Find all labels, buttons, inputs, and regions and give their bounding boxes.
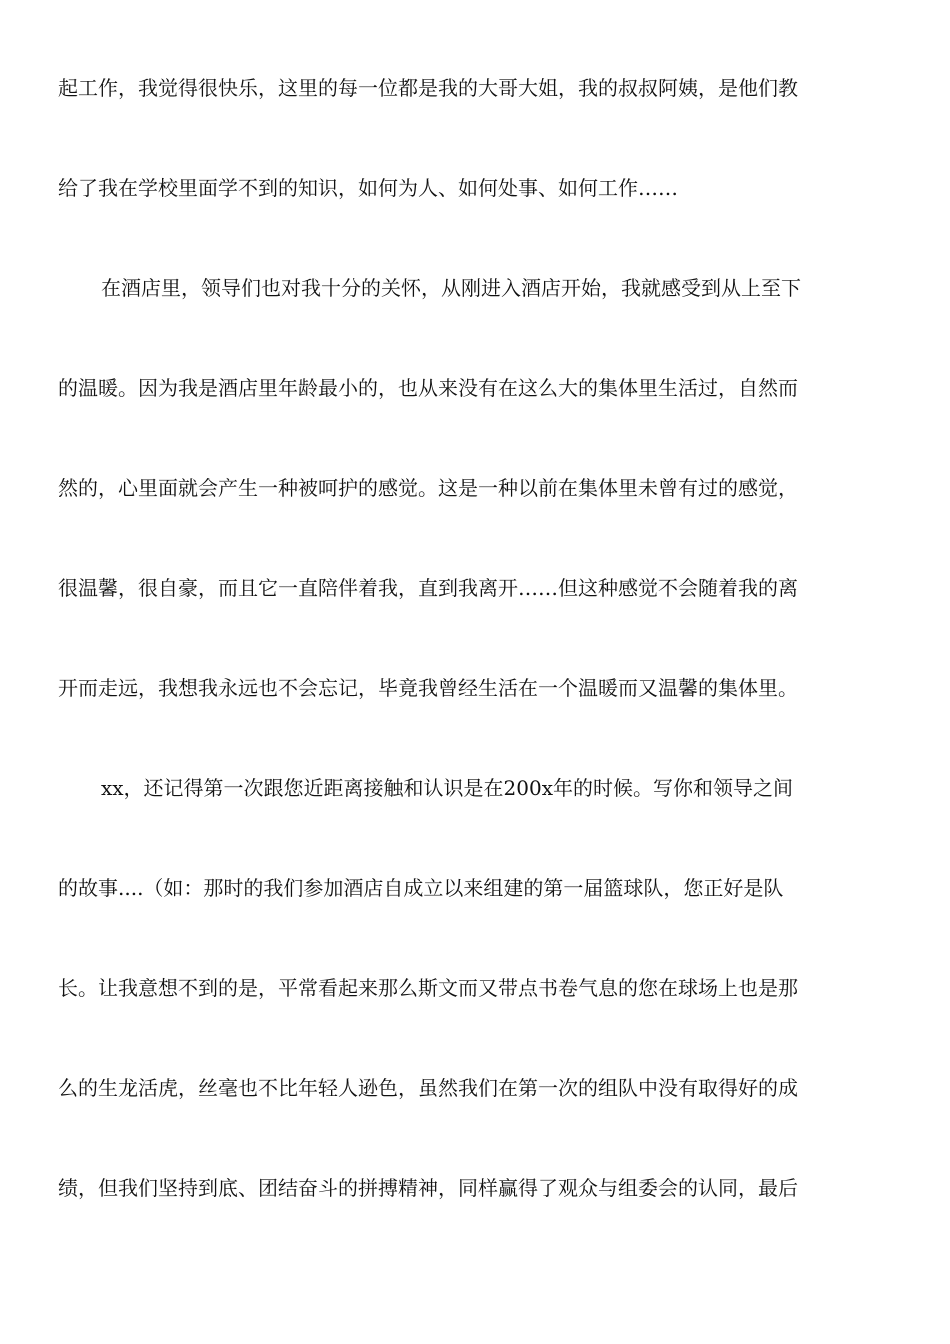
text-line: 给了我在学校里面学不到的知识，如何为人、如何处事、如何工作…… — [58, 176, 678, 200]
paragraph-first-line: 在酒店里，领导们也对我十分的关怀，从刚进入酒店开始，我就感受到从上至下 — [101, 276, 801, 300]
text-line: 绩，但我们坚持到底、团结奋斗的拼搏精神，同样赢得了观众与组委会的认同，最后 — [58, 1176, 798, 1200]
text-line: 的温暖。因为我是酒店里年龄最小的，也从来没有在这么大的集体里生活过，自然而 — [58, 376, 798, 400]
text-line: 很温馨，很自豪，而且它一直陪伴着我，直到我离开……但这种感觉不会随着我的离 — [58, 576, 798, 600]
text-line: 然的，心里面就会产生一种被呵护的感觉。这是一种以前在集体里未曾有过的感觉， — [58, 476, 798, 500]
text-line: 么的生龙活虎，丝毫也不比年轻人逊色，虽然我们在第一次的组队中没有取得好的成 — [58, 1076, 798, 1100]
paragraph-first-line: xx，还记得第一次跟您近距离接触和认识是在200x年的时候。写你和领导之间 — [101, 776, 794, 800]
text-line: 的故事....（如：那时的我们参加酒店自成立以来组建的第一届篮球队，您正好是队 — [58, 876, 784, 900]
text-line: 开而走远，我想我永远也不会忘记，毕竟我曾经生活在一个温暖而又温馨的集体里。 — [58, 676, 798, 700]
text-line: 起工作，我觉得很快乐，这里的每一位都是我的大哥大姐，我的叔叔阿姨，是他们教 — [58, 76, 798, 100]
text-line: 长。让我意想不到的是，平常看起来那么斯文而又带点书卷气息的您在球场上也是那 — [58, 976, 798, 1000]
